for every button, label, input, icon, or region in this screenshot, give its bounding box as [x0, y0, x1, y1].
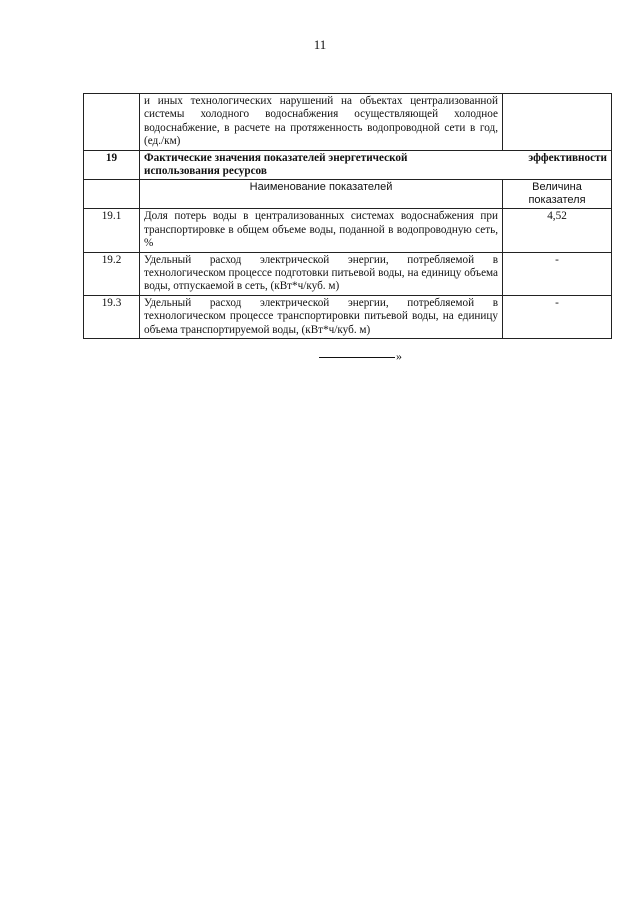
column-header-name: Наименование показателей — [140, 180, 503, 209]
row-text: Доля потерь воды в централизованных системах водоснабжения при транспортировке в общем объеме воды, поданной в водопроводную сеть, % — [140, 209, 503, 252]
table-row — [84, 295, 612, 338]
row-value: 4,52 — [503, 209, 612, 252]
row-text: Удельный расход электрической энергии, потребляемой в технологическом процессе транспортировки питьевой воды, на единицу объема транспортируемой воды, (кВт*ч/куб. м) — [140, 295, 503, 338]
continuation-value — [503, 94, 612, 151]
row-text: Удельный расход электрической энергии, потребляемой в технологическом процессе подготовки питьевой воды, на единицу объема воды, отпускаемой в сеть, (кВт*ч/куб. м) — [140, 252, 503, 295]
row-number: 19.2 — [84, 252, 140, 295]
continuation-row — [84, 94, 612, 151]
row-number: 19.1 — [84, 209, 140, 252]
page-number: 11 — [313, 37, 327, 52]
table-row — [84, 209, 612, 252]
section-title — [140, 150, 612, 180]
closing-quote: » — [396, 349, 402, 363]
row-number: 19.3 — [84, 295, 140, 338]
column-header-row — [84, 180, 612, 209]
section-title-part1: Фактические значения показателей энергетической — [144, 151, 408, 164]
table-row — [84, 252, 612, 295]
continuation-number-cell — [84, 94, 140, 151]
section-title-line2: использования ресурсов — [144, 165, 267, 178]
continuation-text: и иных технологических нарушений на объектах централизованной системы холодного водоснабжения осуществляющей холодное водоснабжение, в расчете на протяженность водопроводной сети в год, (ед./км) — [140, 94, 503, 151]
indicators-table — [83, 93, 612, 339]
column-header-empty — [84, 180, 140, 209]
closing-rule — [319, 357, 395, 358]
column-header-value: Величина показателя — [503, 180, 612, 209]
row-value: - — [503, 252, 612, 295]
closing-line — [319, 349, 402, 364]
section-number: 19 — [84, 150, 140, 180]
section-header-row — [84, 150, 612, 180]
section-title-part2: эффективности — [528, 151, 607, 164]
row-value: - — [503, 295, 612, 338]
